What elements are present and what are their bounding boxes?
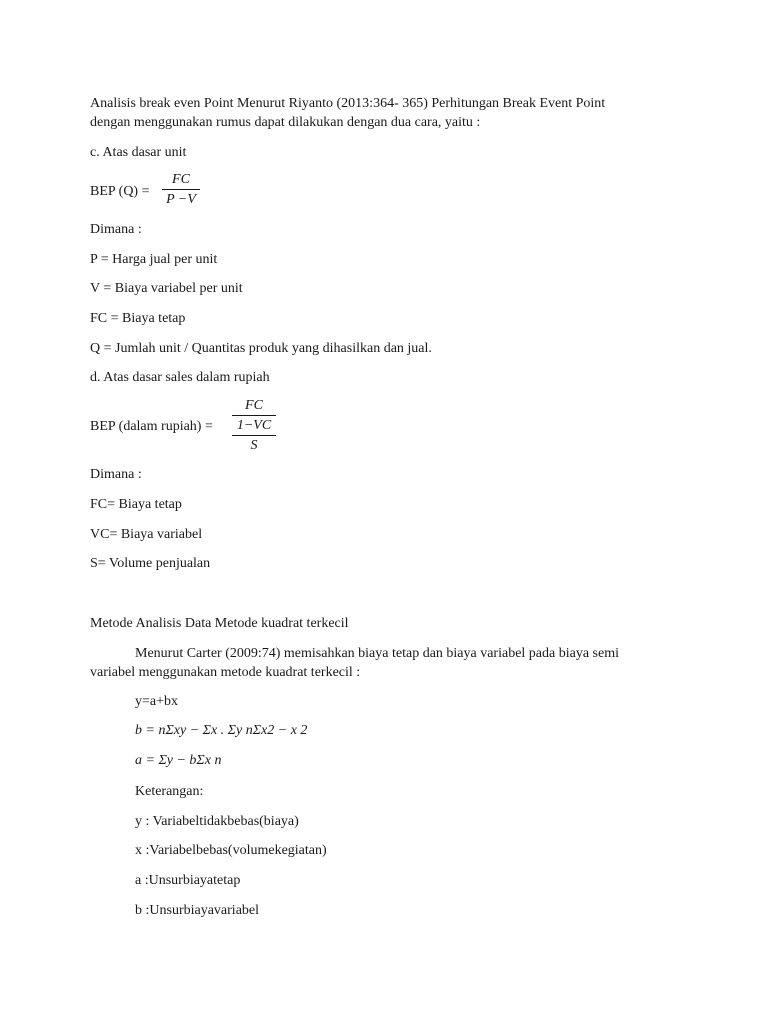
keterangan-b: b :Unsurbiayavariabel (135, 903, 260, 918)
sales-dimana: Dimana : (90, 467, 142, 482)
sales-def-s: S= Volume penjualan (90, 556, 211, 571)
bep-q-numerator: FC (172, 172, 190, 187)
unit-dimana: Dimana : (90, 222, 142, 237)
method-para-line-2: variabel menggunakan metode kuadrat terkecil : (90, 665, 361, 680)
fraction-bar (232, 435, 276, 436)
unit-def-v: V = Biaya variabel per unit (90, 281, 243, 296)
keterangan-y: y : Variabeltidakbebas(biaya) (135, 814, 299, 829)
keterangan-a: a :Unsurbiayatetap (135, 873, 241, 888)
bep-rupiah-label: BEP (dalam rupiah) = (90, 419, 213, 434)
bep-rupiah-fraction (232, 397, 276, 454)
equation-b: b = nΣxy − Σx . Σy nΣx2 − x 2 (135, 723, 308, 738)
keterangan-label: Keterangan: (135, 784, 204, 799)
bep-q-fraction (162, 171, 200, 208)
bep-q-denominator: P −V (166, 192, 196, 207)
bep-rupiah-inner-denominator: S (250, 438, 258, 453)
unit-def-fc: FC = Biaya tetap (90, 311, 186, 326)
unit-def-q: Q = Jumlah unit / Quantitas produk yang dihasilkan dan jual. (90, 341, 432, 356)
bep-q-label: BEP (Q) = (90, 184, 150, 199)
fraction-bar (232, 415, 276, 416)
unit-heading: c. Atas dasar unit (90, 145, 187, 160)
keterangan-x: x :Variabelbebas(volumekegiatan) (135, 843, 327, 858)
bep-rupiah-inner-numerator: 1−VC (236, 418, 272, 433)
equation-regression: y=a+bx (135, 694, 179, 709)
fraction-bar (162, 189, 200, 190)
method-heading: Metode Analisis Data Metode kuadrat terkecil (90, 616, 349, 631)
unit-def-p: P = Harga jual per unit (90, 252, 218, 267)
intro-line-1: Analisis break even Point Menurut Riyanto (2013:364- 365) Perhitungan Break Event Point (90, 96, 606, 111)
sales-def-fc: FC= Biaya tetap (90, 497, 182, 512)
sales-heading: d. Atas dasar sales dalam rupiah (90, 370, 270, 385)
bep-rupiah-numerator: FC (245, 398, 263, 413)
intro-line-2: dengan menggunakan rumus dapat dilakukan dengan dua cara, yaitu : (90, 115, 481, 130)
equation-a: a = Σy − bΣx n (135, 753, 222, 768)
sales-def-vc: VC= Biaya variabel (90, 527, 203, 542)
method-para-line-1: Menurut Carter (2009:74) memisahkan biaya tetap dan biaya variabel pada biaya semi (135, 646, 619, 661)
